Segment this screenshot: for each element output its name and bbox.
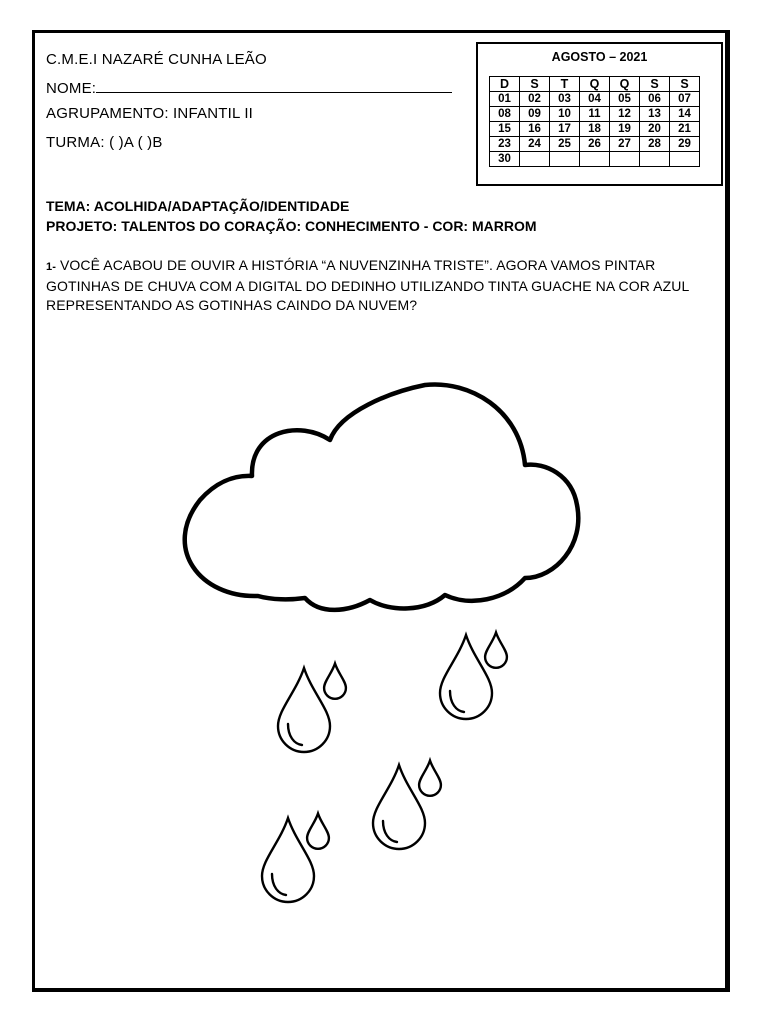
calendar-day: 17 bbox=[550, 122, 580, 137]
cloud-icon bbox=[185, 384, 579, 609]
project-line: PROJETO: TALENTOS DO CORAÇÃO: CONHECIMENTO - COR: MARROM bbox=[46, 218, 537, 234]
calendar-day: 15 bbox=[490, 122, 520, 137]
calendar-day: 21 bbox=[670, 122, 700, 137]
calendar-weekday: D bbox=[490, 77, 520, 92]
calendar-day: 10 bbox=[550, 107, 580, 122]
raindrop-icon[interactable] bbox=[262, 818, 314, 902]
calendar-day: 23 bbox=[490, 137, 520, 152]
raindrop-icon[interactable] bbox=[485, 633, 507, 668]
raindrop-icon[interactable] bbox=[278, 668, 330, 752]
raindrop-icon[interactable] bbox=[373, 765, 425, 849]
calendar-weekday: S bbox=[640, 77, 670, 92]
calendar-day: 06 bbox=[640, 92, 670, 107]
raindrop-icon[interactable] bbox=[324, 664, 346, 699]
calendar-day: 29 bbox=[670, 137, 700, 152]
calendar-day: 24 bbox=[520, 137, 550, 152]
calendar-weekday: S bbox=[670, 77, 700, 92]
calendar-day: 14 bbox=[670, 107, 700, 122]
calendar-weekday: S bbox=[520, 77, 550, 92]
calendar-day: 30 bbox=[490, 152, 520, 167]
calendar-day: 27 bbox=[610, 137, 640, 152]
calendar-weekday: T bbox=[550, 77, 580, 92]
class-choice[interactable]: TURMA: ( )A ( )B bbox=[46, 134, 163, 151]
calendar-day: 12 bbox=[610, 107, 640, 122]
calendar-day: 26 bbox=[580, 137, 610, 152]
calendar-day: 11 bbox=[580, 107, 610, 122]
calendar-day: 03 bbox=[550, 92, 580, 107]
calendar-title: AGOSTO – 2021 bbox=[551, 50, 648, 64]
calendar-day: 28 bbox=[640, 137, 670, 152]
calendar-day: 19 bbox=[610, 122, 640, 137]
calendar-day: 01 bbox=[490, 92, 520, 107]
calendar-day: 02 bbox=[520, 92, 550, 107]
calendar-day: 20 bbox=[640, 122, 670, 137]
question-number: 1- bbox=[46, 261, 56, 273]
calendar-day: 16 bbox=[520, 122, 550, 137]
calendar-day: 05 bbox=[610, 92, 640, 107]
raindrop-icon[interactable] bbox=[419, 761, 441, 796]
raindrop-icon[interactable] bbox=[307, 814, 329, 849]
name-label: NOME: bbox=[46, 80, 97, 97]
calendar-day: 18 bbox=[580, 122, 610, 137]
question-text: VOCÊ ACABOU DE OUVIR A HISTÓRIA “A NUVENZINHA TRISTE”. AGORA VAMOS PINTAR GOTINHAS DE CHUVA COM A DIGITAL DO DEDINHO UTILIZANDO TINTA GUACHE NA COR AZUL REPRESENTANDO AS GOTINHAS CAINDO DA NUVEM? bbox=[46, 257, 689, 313]
calendar-day: 08 bbox=[490, 107, 520, 122]
calendar-weekday: Q bbox=[610, 77, 640, 92]
school-name: C.M.E.I NAZARÉ CUNHA LEÃO bbox=[46, 51, 267, 68]
calendar-day: 13 bbox=[640, 107, 670, 122]
calendar-day: 07 bbox=[670, 92, 700, 107]
calendar-weekday: Q bbox=[580, 77, 610, 92]
group-label: AGRUPAMENTO: INFANTIL II bbox=[46, 105, 254, 122]
calendar-day: 25 bbox=[550, 137, 580, 152]
theme-line: TEMA: ACOLHIDA/ADAPTAÇÃO/IDENTIDADE bbox=[46, 198, 350, 214]
raindrop-icon[interactable] bbox=[440, 635, 492, 719]
calendar-day: 09 bbox=[520, 107, 550, 122]
calendar-day: 04 bbox=[580, 92, 610, 107]
